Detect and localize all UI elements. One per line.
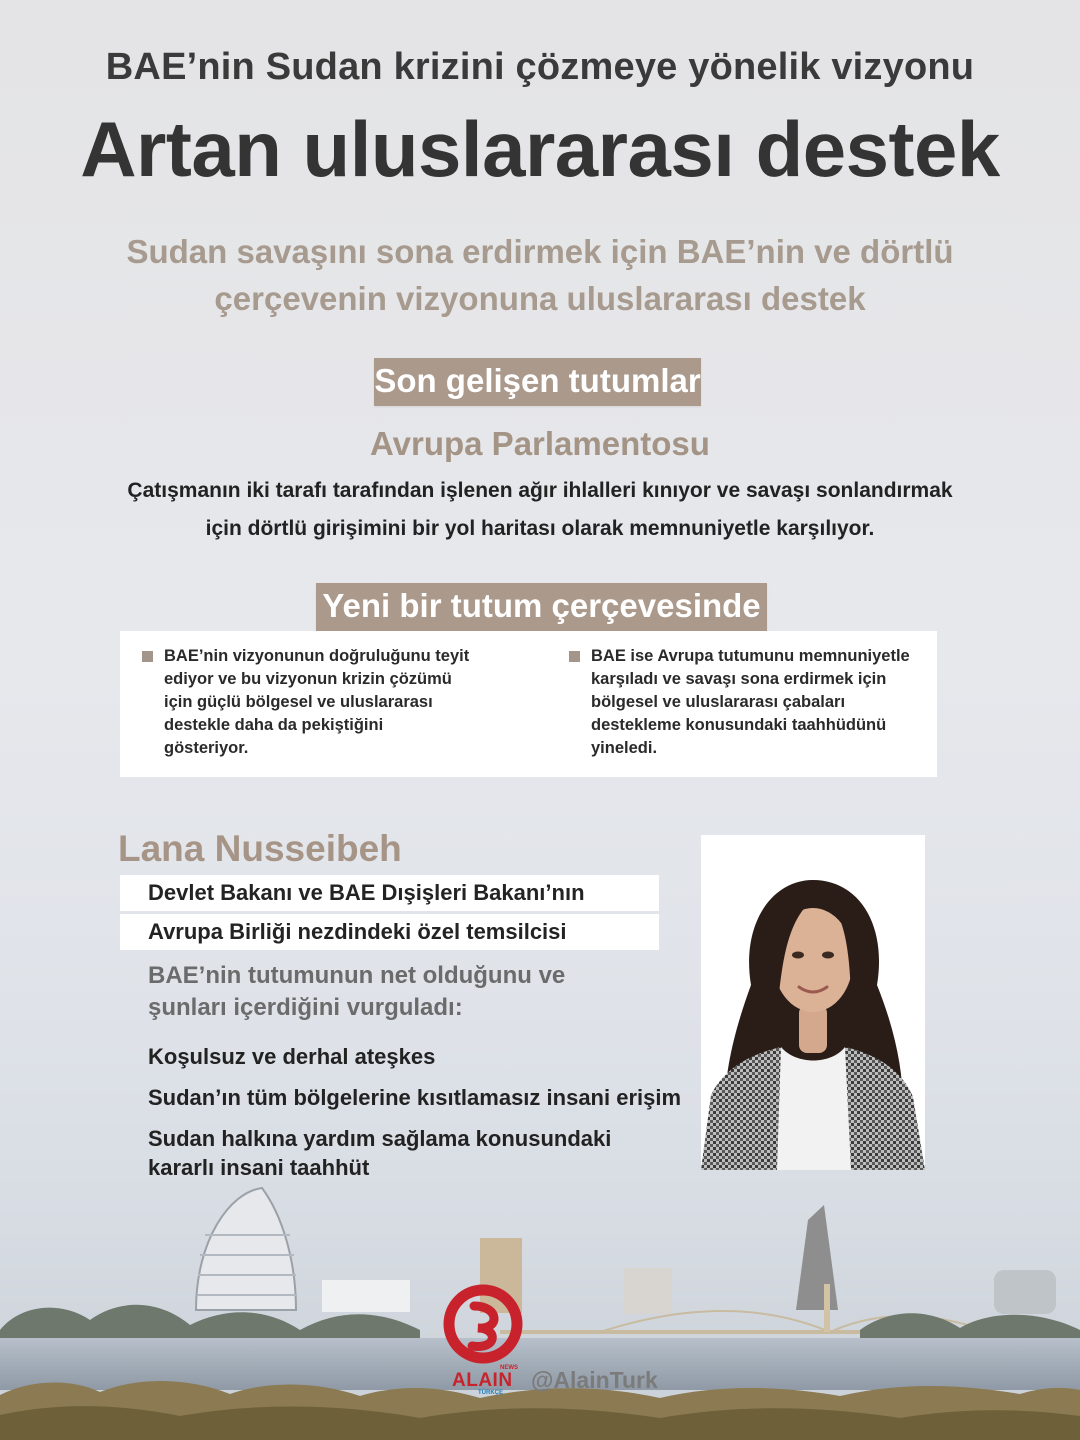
subtitle-line-1: Sudan savaşını sona erdirmek için BAE’nin ve dörtlü xyxy=(126,233,954,270)
point-humanitarian-access: Sudan’ın tüm bölgelerine kısıtlamasız insani erişim xyxy=(148,1085,682,1110)
bullet-2-line: bölgesel ve uluslararası çabaları xyxy=(591,693,846,711)
bullet-square-icon xyxy=(569,651,580,662)
bullet-1-line: BAE’nin vizyonunun doğruluğunu teyit xyxy=(164,647,470,665)
bullet-2-line: BAE ise Avrupa tutumunu memnuniyetle xyxy=(591,647,910,665)
bullet-2-line: destekleme konusundaki taahhüdünü xyxy=(591,716,887,734)
emphasis-text xyxy=(148,960,668,1024)
bullet-square-icon xyxy=(142,651,153,662)
bullet-item-1 xyxy=(164,645,484,760)
portrait-illustration xyxy=(701,835,925,1170)
bullet-2-line: karşıladı ve savaşı sona erdirmek için xyxy=(591,670,887,688)
bullet-2-line: yineledi. xyxy=(591,739,658,757)
person-name: Lana Nusseibeh xyxy=(118,828,402,869)
person-role-line-2: Avrupa Birliği nezdindeki özel temsilcisi xyxy=(120,914,659,950)
social-handle: @AlainTurk xyxy=(531,1367,658,1393)
european-parliament-text xyxy=(0,472,1080,548)
point-humanitarian-commitment xyxy=(148,1124,688,1182)
european-parliament-line-2: için dörtlü girişimini bir yol haritası olarak memnuniyetle karşılıyor. xyxy=(205,517,875,540)
brand-news-label: NEWS xyxy=(500,1365,518,1371)
person-role-line-1: Devlet Bakanı ve BAE Dışişleri Bakanı’nın xyxy=(120,875,659,911)
point-ceasefire: Koşulsuz ve derhal ateşkes xyxy=(148,1044,436,1069)
section-tag-new-position: Yeni bir tutum çerçevesinde xyxy=(316,583,767,631)
european-parliament-heading: Avrupa Parlamentosu xyxy=(370,425,710,462)
page-title: Artan uluslararası destek xyxy=(80,105,1000,193)
european-parliament-line-1: Çatışmanın iki tarafı tarafından işlenen ağır ihlalleri kınıyor ve savaşı sonlandırmak xyxy=(127,479,953,502)
emphasis-line-2: şunları içerdiğini vurguladı: xyxy=(148,994,463,1021)
brand-name: ALAIN xyxy=(452,1370,513,1391)
bullet-1-line: için güçlü bölgesel ve uluslararası xyxy=(164,693,433,711)
point-3-line-1: Sudan halkına yardım sağlama konusundaki xyxy=(148,1126,612,1151)
city-skyline-illustration xyxy=(0,1180,1080,1440)
bullet-1-line: ediyor ve bu vizyonun krizin çözümü xyxy=(164,670,452,688)
point-3-line-2: kararlı insani taahhüt xyxy=(148,1155,370,1180)
section-tag-latest-positions: Son gelişen tutumlar xyxy=(374,358,701,406)
bullet-panel xyxy=(120,631,937,777)
subtitle xyxy=(0,228,1080,322)
subtitle-line-2: çerçevenin vizyonuna uluslararası destek xyxy=(214,280,866,317)
bullet-1-line: destekle daha da pekiştiğini xyxy=(164,716,384,734)
pretitle: BAE’nin Sudan krizini çözmeye yönelik vizyonu xyxy=(105,46,975,88)
bullet-1-line: gösteriyor. xyxy=(164,739,249,757)
person-photo xyxy=(701,835,925,1170)
brand-sub-label: TÜRKÇE xyxy=(478,1390,503,1396)
bullet-item-2 xyxy=(591,645,926,760)
alain-logo-icon xyxy=(440,1284,526,1364)
emphasis-line-1: BAE’nin tutumunun net olduğunu ve xyxy=(148,962,566,989)
